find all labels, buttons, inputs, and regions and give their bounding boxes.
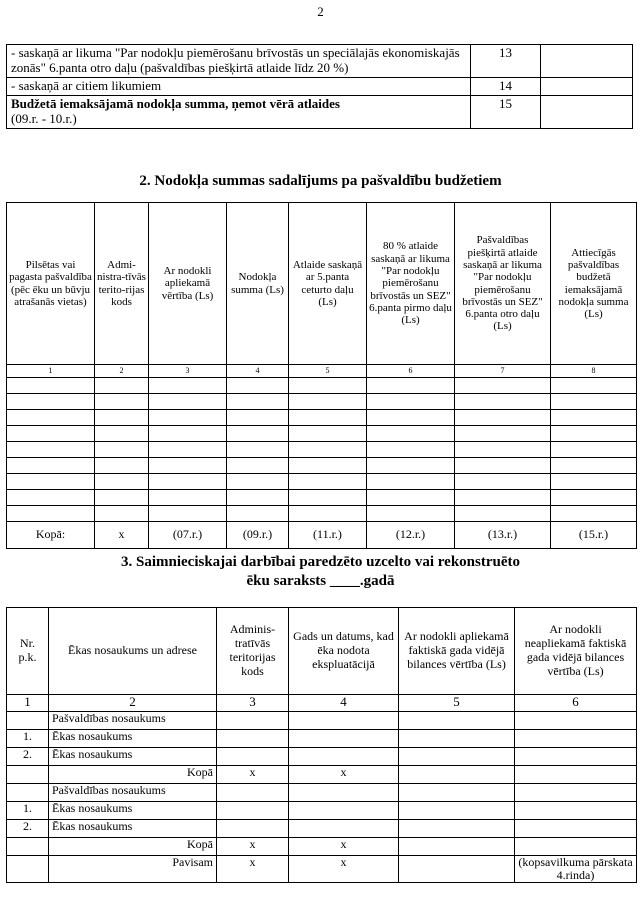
empty-cell[interactable] (227, 490, 289, 506)
building-name: Pašvaldības nosaukums (49, 712, 217, 730)
row-value[interactable] (541, 45, 633, 78)
empty-cell[interactable] (367, 394, 455, 410)
taxable-value (399, 712, 515, 730)
row-value[interactable] (541, 77, 633, 95)
row-number (7, 838, 49, 856)
empty-cell[interactable] (455, 506, 551, 522)
row-label: - saskaņā ar citiem likumiem (7, 77, 471, 95)
taxable-value (399, 748, 515, 766)
empty-cell[interactable] (7, 442, 95, 458)
column-number-row (7, 695, 637, 712)
commission-date (289, 730, 399, 748)
empty-cell[interactable] (455, 394, 551, 410)
commission-date: x (289, 838, 399, 856)
empty-cell[interactable] (7, 458, 95, 474)
taxable-value (399, 802, 515, 820)
empty-cell[interactable] (95, 410, 149, 426)
empty-cell[interactable] (455, 458, 551, 474)
buildings-table (6, 607, 637, 883)
empty-cell[interactable] (367, 474, 455, 490)
row-value[interactable] (541, 95, 633, 128)
row-label: - saskaņā ar likuma "Par nodokļu piemērošanu brīvostās un speciālajās ekonomiskajās zonās" 6.panta otro daļu (pašvaldības piešķirtā atlaide līdz 20 %) (7, 45, 471, 78)
total-cell: (11.r.) (289, 522, 367, 549)
total-row (7, 522, 637, 549)
empty-cell[interactable] (227, 378, 289, 394)
empty-cell[interactable] (149, 426, 227, 442)
column-number: 8 (551, 365, 637, 378)
empty-cell[interactable] (149, 378, 227, 394)
taxable-value (399, 730, 515, 748)
territory-code: x (217, 766, 289, 784)
commission-date (289, 820, 399, 838)
empty-row (7, 506, 637, 522)
header-cell: Gads un datums, kad ēka nodota ekspluatācijā (289, 608, 399, 695)
column-number: 5 (399, 695, 515, 712)
row-label-formula: (09.r. - 10.r.) (11, 110, 77, 126)
non-taxable-value (515, 784, 637, 802)
empty-cell[interactable] (227, 426, 289, 442)
building-name: Pašvaldības nosaukums (49, 784, 217, 802)
header-cell: Ar nodokli apliekamā vērtība (Ls) (149, 203, 227, 365)
empty-cell[interactable] (289, 506, 367, 522)
taxable-value (399, 766, 515, 784)
section3-title-line2: ēku saraksts ____.gadā (246, 573, 395, 589)
empty-cell[interactable] (95, 394, 149, 410)
total-cell: (15.r.) (551, 522, 637, 549)
header-cell: Pilsētas vai pagasta pašvaldība (pēc ēku un būvju atrašanās vietas) (7, 203, 95, 365)
column-number: 2 (95, 365, 149, 378)
territory-code: x (217, 856, 289, 883)
header-cell: Ēkas nosaukums un adrese (49, 608, 217, 695)
empty-cell[interactable] (227, 474, 289, 490)
empty-cell[interactable] (227, 506, 289, 522)
empty-cell[interactable] (95, 474, 149, 490)
empty-cell[interactable] (227, 442, 289, 458)
table-row (7, 730, 637, 748)
header-cell: Attiecīgās pašvaldības budžetā iemaksājamā nodokļa summa (Ls) (551, 203, 637, 365)
empty-row (7, 426, 637, 442)
building-name: Ēkas nosaukums (49, 730, 217, 748)
page-number: 2 (317, 4, 324, 19)
empty-row (7, 458, 637, 474)
empty-cell[interactable] (551, 506, 637, 522)
total-cell: (13.r.) (455, 522, 551, 549)
commission-date (289, 784, 399, 802)
empty-cell[interactable] (7, 394, 95, 410)
building-name: Ēkas nosaukums (49, 802, 217, 820)
section2-title: 2. Nodokļa summas sadalījums pa pašvaldību budžetiem (139, 173, 502, 189)
commission-date (289, 712, 399, 730)
empty-row (7, 410, 637, 426)
table-row (7, 802, 637, 820)
row-number (7, 784, 49, 802)
row-number: 1. (7, 730, 49, 748)
section3-title-line1: 3. Saimnieciskajai darbībai paredzēto uzcelto vai rekonstruēto (120, 554, 520, 570)
empty-cell[interactable] (289, 474, 367, 490)
empty-row (7, 474, 637, 490)
header-cell: Nodokļa summa (Ls) (227, 203, 289, 365)
header-cell: Admi-nistra-tīvās terito-rijas kods (95, 203, 149, 365)
territory-code (217, 712, 289, 730)
building-name: Kopā (49, 838, 217, 856)
non-taxable-value (515, 802, 637, 820)
empty-cell[interactable] (551, 394, 637, 410)
empty-cell[interactable] (367, 506, 455, 522)
empty-cell[interactable] (551, 426, 637, 442)
table-row (7, 784, 637, 802)
empty-cell[interactable] (289, 378, 367, 394)
empty-cell[interactable] (551, 410, 637, 426)
empty-cell[interactable] (149, 474, 227, 490)
empty-cell[interactable] (149, 490, 227, 506)
table-row (7, 748, 637, 766)
empty-cell[interactable] (7, 410, 95, 426)
column-number: 4 (289, 695, 399, 712)
header-cell: Ar nodokli apliekamā faktiskā gada vidējā bilances vērtība (Ls) (399, 608, 515, 695)
table-row (7, 45, 633, 78)
empty-cell[interactable] (289, 394, 367, 410)
commission-date (289, 748, 399, 766)
table-row (7, 95, 633, 128)
row-code: 15 (471, 95, 541, 128)
empty-cell[interactable] (289, 426, 367, 442)
empty-cell[interactable] (289, 410, 367, 426)
empty-cell[interactable] (149, 458, 227, 474)
column-number: 1 (7, 695, 49, 712)
row-number (7, 766, 49, 784)
row-number (7, 712, 49, 730)
column-number: 4 (227, 365, 289, 378)
empty-cell[interactable] (455, 426, 551, 442)
column-number: 5 (289, 365, 367, 378)
row-number: 2. (7, 748, 49, 766)
territory-code (217, 748, 289, 766)
commission-date (289, 802, 399, 820)
empty-cell[interactable] (7, 506, 95, 522)
building-name: Ēkas nosaukums (49, 748, 217, 766)
empty-cell[interactable] (455, 490, 551, 506)
empty-cell[interactable] (7, 426, 95, 442)
column-number: 3 (217, 695, 289, 712)
empty-cell[interactable] (551, 442, 637, 458)
total-cell: Kopā: (7, 522, 95, 549)
taxable-value (399, 784, 515, 802)
column-number-row (7, 365, 637, 378)
column-number: 2 (49, 695, 217, 712)
empty-row (7, 490, 637, 506)
empty-cell[interactable] (367, 410, 455, 426)
empty-cell[interactable] (289, 458, 367, 474)
row-code: 13 (471, 45, 541, 78)
non-taxable-value (515, 712, 637, 730)
empty-cell[interactable] (95, 458, 149, 474)
empty-cell[interactable] (455, 378, 551, 394)
taxable-value (399, 838, 515, 856)
building-name: Ēkas nosaukums (49, 820, 217, 838)
empty-cell[interactable] (7, 490, 95, 506)
empty-row (7, 394, 637, 410)
empty-cell[interactable] (149, 506, 227, 522)
header-cell: 80 % atlaide saskaņā ar likuma "Par nodokļu piemērošanu brīvostās un SEZ" 6.panta pirmo daļu (Ls) (367, 203, 455, 365)
distribution-table (6, 202, 637, 549)
territory-code (217, 820, 289, 838)
empty-cell[interactable] (227, 410, 289, 426)
empty-cell[interactable] (149, 442, 227, 458)
empty-cell[interactable] (455, 442, 551, 458)
empty-cell[interactable] (95, 490, 149, 506)
total-cell: x (95, 522, 149, 549)
empty-cell[interactable] (227, 458, 289, 474)
header-row (7, 608, 637, 695)
column-number: 7 (455, 365, 551, 378)
empty-cell[interactable] (289, 442, 367, 458)
header-cell: Nr. p.k. (7, 608, 49, 695)
empty-cell[interactable] (551, 474, 637, 490)
header-cell: Ar nodokli neapliekamā faktiskā gada vidējā bilances vērtība (Ls) (515, 608, 637, 695)
taxable-value (399, 820, 515, 838)
empty-cell[interactable] (367, 458, 455, 474)
header-cell: Pašvaldības piešķirtā atlaide saskaņā ar likuma "Par nodokļu piemērošanu brīvostās un SEZ" 6.panta otro daļu (Ls) (455, 203, 551, 365)
territory-code (217, 784, 289, 802)
total-cell: (12.r.) (367, 522, 455, 549)
empty-cell[interactable] (289, 490, 367, 506)
non-taxable-value (515, 766, 637, 784)
empty-cell[interactable] (551, 458, 637, 474)
declaration-rows-table (6, 44, 633, 129)
non-taxable-value (515, 838, 637, 856)
table-row (7, 712, 637, 730)
total-cell: (09.r.) (227, 522, 289, 549)
non-taxable-value (515, 820, 637, 838)
empty-cell[interactable] (367, 426, 455, 442)
row-label (7, 95, 471, 128)
table-row (7, 766, 637, 784)
empty-cell[interactable] (455, 474, 551, 490)
empty-cell[interactable] (95, 506, 149, 522)
column-number: 6 (515, 695, 637, 712)
row-number (7, 856, 49, 883)
row-code: 14 (471, 77, 541, 95)
empty-cell[interactable] (95, 442, 149, 458)
commission-date: x (289, 766, 399, 784)
empty-cell[interactable] (455, 410, 551, 426)
column-number: 6 (367, 365, 455, 378)
taxable-value (399, 856, 515, 883)
empty-cell[interactable] (95, 378, 149, 394)
commission-date: x (289, 856, 399, 883)
row-number: 2. (7, 820, 49, 838)
header-cell: Adminis-tratīvās teritorijas kods (217, 608, 289, 695)
territory-code (217, 730, 289, 748)
empty-cell[interactable] (367, 442, 455, 458)
row-label-bold: Budžetā iemaksājamā nodokļa summa, ņemot vērā atlaides (11, 95, 340, 111)
non-taxable-value (515, 748, 637, 766)
building-name: Pavisam (49, 856, 217, 883)
empty-cell[interactable] (227, 394, 289, 410)
header-cell: Atlaide saskaņā ar 5.panta ceturto daļu (Ls) (289, 203, 367, 365)
buildings-table-body (7, 712, 637, 883)
table-row (7, 856, 637, 883)
territory-code (217, 802, 289, 820)
empty-cell[interactable] (95, 426, 149, 442)
table-row (7, 820, 637, 838)
non-taxable-value (515, 730, 637, 748)
header-row (7, 203, 637, 365)
building-name: Kopā (49, 766, 217, 784)
empty-cell[interactable] (367, 378, 455, 394)
empty-cell[interactable] (551, 490, 637, 506)
table-row (7, 77, 633, 95)
empty-cell[interactable] (7, 378, 95, 394)
empty-row (7, 378, 637, 394)
empty-cell[interactable] (149, 410, 227, 426)
column-number: 3 (149, 365, 227, 378)
empty-cell[interactable] (7, 474, 95, 490)
empty-cell[interactable] (367, 490, 455, 506)
non-taxable-value: (kopsavilkuma pārskata 4.rinda) (515, 856, 637, 883)
row-number: 1. (7, 802, 49, 820)
empty-row (7, 442, 637, 458)
territory-code: x (217, 838, 289, 856)
empty-cell[interactable] (149, 394, 227, 410)
total-cell: (07.r.) (149, 522, 227, 549)
empty-cell[interactable] (551, 378, 637, 394)
column-number: 1 (7, 365, 95, 378)
table-row (7, 838, 637, 856)
